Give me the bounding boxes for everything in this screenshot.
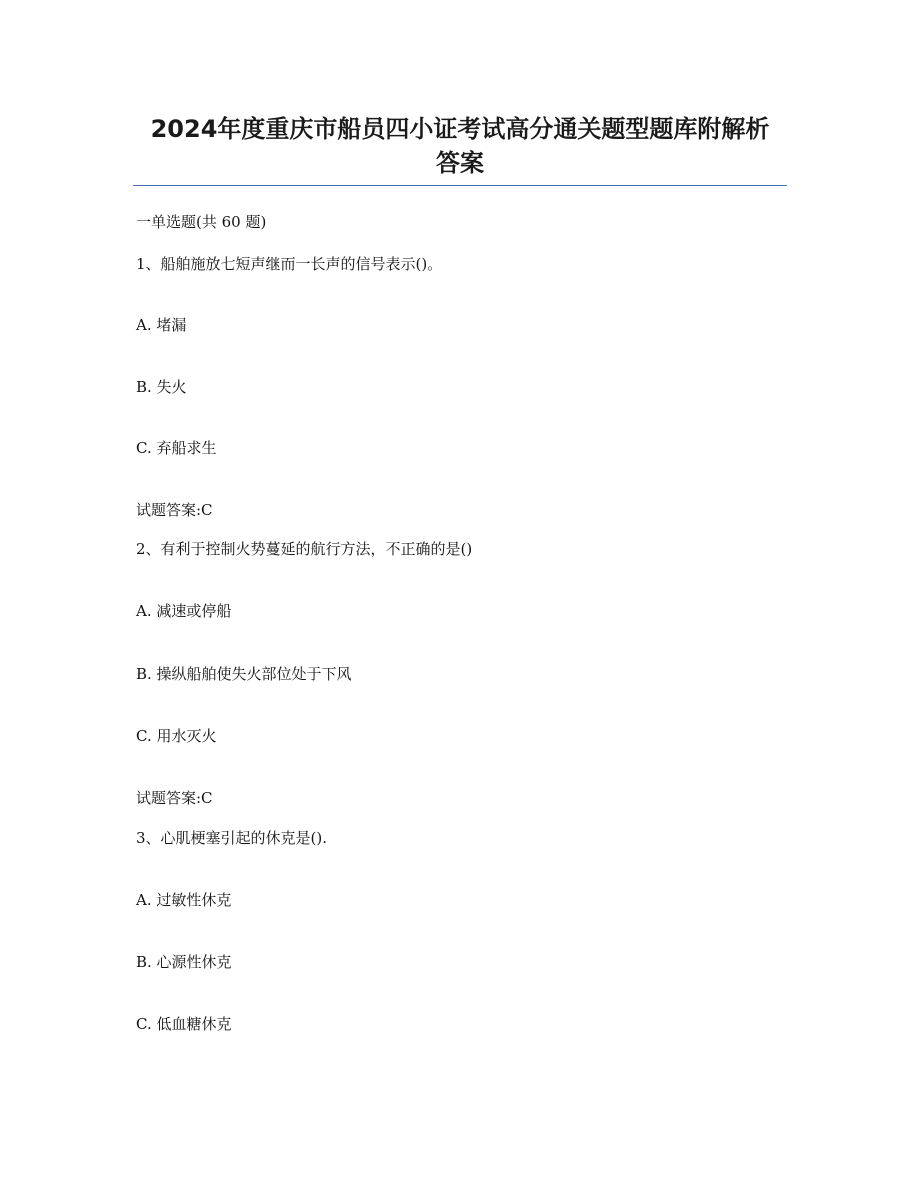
question-3-option-c: C. 低血糖休克 xyxy=(136,1015,232,1033)
question-1-option-b: B. 失火 xyxy=(136,378,187,396)
question-1-option-c: C. 弃船求生 xyxy=(136,439,217,457)
question-1-option-a: A. 堵漏 xyxy=(136,316,187,334)
title-divider xyxy=(133,185,787,186)
question-2-answer: 试题答案:C xyxy=(136,789,213,807)
question-3-option-b: B. 心源性休克 xyxy=(136,953,232,971)
question-2-option-b: B. 操纵船舶使失火部位处于下风 xyxy=(136,665,352,683)
question-2-text: 2、有利于控制火势蔓延的航行方法，不正确的是() xyxy=(136,540,473,558)
document-title xyxy=(133,112,787,180)
question-3-option-a: A. 过敏性休克 xyxy=(136,891,232,909)
question-1-text: 1、船舶施放七短声继而一长声的信号表示()。 xyxy=(136,255,443,273)
question-2-option-a: A. 减速或停船 xyxy=(136,602,232,620)
question-1-answer: 试题答案:C xyxy=(136,501,213,519)
question-3-text: 3、心肌梗塞引起的休克是(). xyxy=(136,829,328,847)
title-line-2: 答案 xyxy=(436,149,484,177)
question-2-option-c: C. 用水灭火 xyxy=(136,727,217,745)
section-header: 一单选题(共 60 题) xyxy=(136,213,267,231)
title-line-1: 2024年度重庆市船员四小证考试高分通关题型题库附解析 xyxy=(150,115,770,143)
